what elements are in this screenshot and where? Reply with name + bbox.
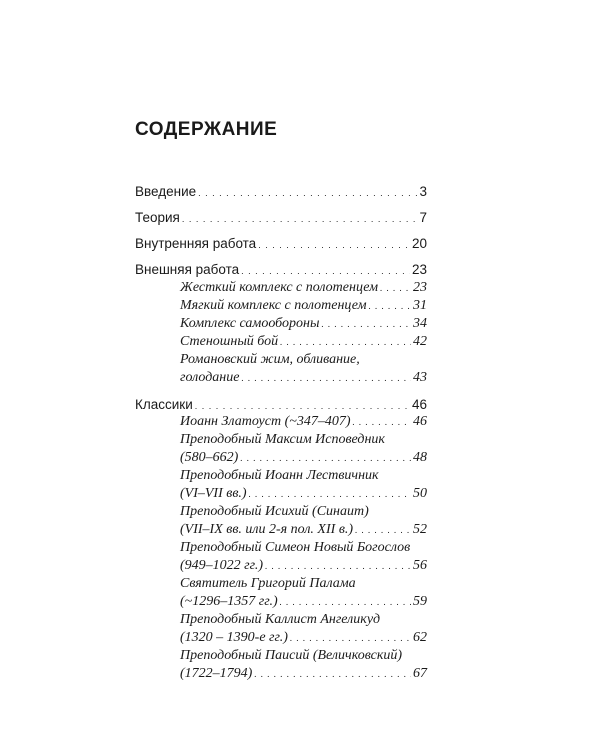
toc-entry-label: Жесткий комплекс с полотенцем [180,280,379,295]
toc-page-number: 23 [411,262,427,277]
toc-entry-label: Внутренняя работа [135,236,257,251]
toc-subentry[interactable] [180,333,427,351]
toc-subentry-line1: Романовский жим, обливание, [180,352,360,367]
toc-page-number: 43 [413,370,427,385]
toc-page-number: 48 [413,450,427,465]
leader-dots [280,333,411,351]
leader-dots [352,413,411,431]
toc-subentry-line1: Преподобный Максим Исповедник [180,432,385,447]
toc-subentry-line1: Преподобный Симеон Новый Богослов [180,540,411,555]
toc-subentry[interactable] [180,315,427,333]
toc-subentry-line1: Преподобный Иоанн Лествичник [180,468,379,483]
toc-subentry[interactable] [180,449,427,467]
toc-page-number: 3 [419,184,427,199]
toc-entry-label: голодание [180,370,240,385]
toc-page-number: 7 [419,210,427,225]
toc-page-number: 31 [413,298,427,313]
toc-subentry-line1: Преподобный Исихий (Синаит) [180,504,369,519]
toc-subentry-line1: Преподобный Каллист Ангеликуд [180,612,381,627]
toc-subentry[interactable] [180,279,427,297]
leader-dots [265,557,411,575]
toc-subentry[interactable] [180,593,427,611]
toc-subentry[interactable] [180,557,427,575]
toc-page-number: 52 [413,522,427,537]
toc-subentry[interactable] [180,369,427,387]
toc-page-number: 23 [413,280,427,295]
toc-entry-label: Мягкий комплекс с полотенцем [180,298,367,313]
toc-entry-label: (VI–VII вв.) [180,486,247,501]
leader-dots [355,521,411,539]
toc-entry-intro[interactable] [135,183,427,202]
toc-entry-label: (VII–IX вв. или 2-я пол. XII в.) [180,522,354,537]
toc-entry-label: Внешняя работа [135,262,240,277]
toc-entry-label: (580–662) [180,450,239,465]
toc-entry-label: (1320 – 1390-е гг.) [180,630,288,645]
page-title: СОДЕРЖАНИЕ [135,119,278,140]
leader-dots [241,261,410,280]
toc-subentry[interactable] [180,521,427,539]
leader-dots [182,209,418,228]
toc-page-number: 62 [413,630,427,645]
toc-page-number: 46 [411,397,427,412]
toc-page-number: 56 [413,558,427,573]
leader-dots [258,235,410,254]
leader-dots [280,593,411,611]
toc-entry-outer-work[interactable] [135,261,427,280]
leader-dots [241,369,411,387]
toc-subentry-line1: Святитель Григорий Палама [180,576,356,591]
leader-dots [380,279,411,297]
toc-subentry-line1: Преподобный Паисий (Величковский) [180,648,403,663]
toc-entry-label: Комплекс самообороны [180,316,320,331]
leader-dots [240,449,411,467]
toc-entry-label: Стеношный бой [180,334,279,349]
leader-dots [321,315,411,333]
toc-entry-label: Введение [135,184,197,199]
toc-entry-label: (~1296–1357 гг.) [180,594,278,609]
toc-subentry[interactable] [180,297,427,315]
toc-subentry[interactable] [180,629,427,647]
leader-dots [254,665,411,683]
toc-page-number: 46 [413,414,427,429]
toc-page-number: 59 [413,594,427,609]
toc-subentry[interactable] [180,413,427,431]
leader-dots [290,629,411,647]
toc-entry-label: Иоанн Златоуст (~347–407) [180,414,351,429]
toc-page-number: 50 [413,486,427,501]
toc-entry-label: (949–1022 гг.) [180,558,264,573]
leader-dots [249,485,411,503]
toc-page-number: 20 [411,236,427,251]
toc-page-number: 42 [413,334,427,349]
leader-dots [369,297,411,315]
toc-page-number: 34 [413,316,427,331]
toc-entry-theory[interactable] [135,209,427,228]
toc-entry-inner-work[interactable] [135,235,427,254]
toc-entry-label: Классики [135,397,193,412]
toc-subentry[interactable] [180,665,427,683]
toc-entry-label: Теория [135,210,180,225]
toc-page-number: 67 [413,666,427,681]
leader-dots [198,183,417,202]
toc-entry-label: (1722–1794) [180,666,253,681]
toc-subentry[interactable] [180,485,427,503]
